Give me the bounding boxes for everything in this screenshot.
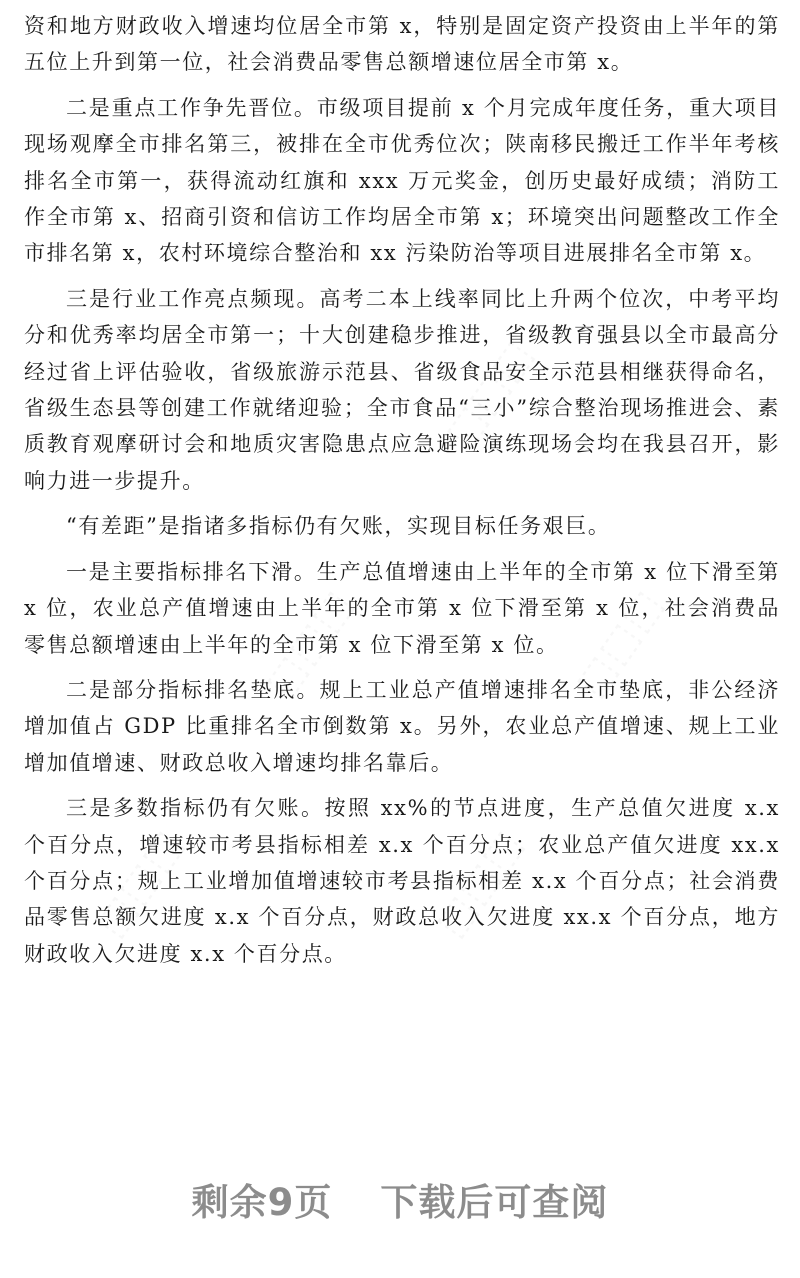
paragraph-ranking-decline: 一是主要指标排名下滑。生产总值增速由上半年的全市第 x 位下滑至第 x 位，农业总产值增速由上半年的全市第 x 位下滑至第 x 位，社会消费品零售总额增速由上半年的全市第 x 位下滑至第 x 位。 [24,559,780,657]
watermark-graphic: ⬚⬚⬚ [566,580,673,706]
watermark-graphic: ⬚⬚⬚ [86,820,193,946]
remaining-pages-label: 剩余9页 [191,1181,333,1224]
watermark-graphic: ⬚⬚⬚ [256,580,363,706]
download-to-read-banner[interactable] [0,1172,800,1226]
paragraph-indicator-deficit: 三是多数指标仍有欠账。按照 xx%的节点进度，生产总值欠进度 x.x 个百分点，增速较市考县指标相差 x.x 个百分点；农业总产值欠进度 xx.x 个百分点；规上工业增加值增速较市考县指标相差 x.x 个百分点；社会消费品零售总额欠进度 x.x 个百分点，财政总收入欠进度 xx.x 个百分点，地方财政收入欠进度 x.x 个百分点。 [24,796,780,966]
watermark-graphic: ⬚⬚⬚ [436,330,543,456]
download-action-label: 下载后可查阅 [380,1181,609,1224]
paragraph-industry-highlights: 三是行业工作亮点频现。高考二本上线率同比上升两个位次，中考平均分和优秀率均居全市第一；十大创建稳步推进，省级教育强县以全市最高分经过省上评估验收，省级旅游示范县、省级食品安全示范县相继获得命名，省级生态县等创建工作就绪迎验；全市食品“三小”综合整治现场推进会、素质教育观摩研讨会和地质灾害隐患点应急避险演练现场会均在我县召开，影响力进一步提升。 [24,286,780,493]
paragraph-continuation: 资和地方财政收入增速均位居全市第 x，特别是固定资产投资由上半年的第五位上升到第一位，社会消费品零售总额增速位居全市第 x。 [24,14,780,75]
paragraph-bottom-ranking: 二是部分指标排名垫底。规上工业总产值增速排名全市垫底，非公经济增加值占 GDP 比重排名全市倒数第 x。另外，农业总产值增速、规上工业增加值增速、财政总收入增速均排名靠后。 [24,677,780,775]
paragraph-gap-intro: “有差距”是指诸多指标仍有欠账，实现目标任务艰巨。 [66,514,611,539]
document-body [24,8,780,981]
watermark-graphic: ⬚⬚⬚ [426,820,533,946]
paragraph-key-work: 二是重点工作争先晋位。市级项目提前 x 个月完成年度任务，重大项目现场观摩全市排名第三，被排在全市优秀位次；陕南移民搬迁工作半年考核排名全市第一，获得流动红旗和 xxx 万元奖金，创历史最好成绩；消防工作全市第 x、招商引资和信访工作均居全市第 x；环境突出问题整改工作全市排名第 x，农村环境综合整治和 xx 污染防治等项目进展排名全市第 x。 [24,95,780,266]
